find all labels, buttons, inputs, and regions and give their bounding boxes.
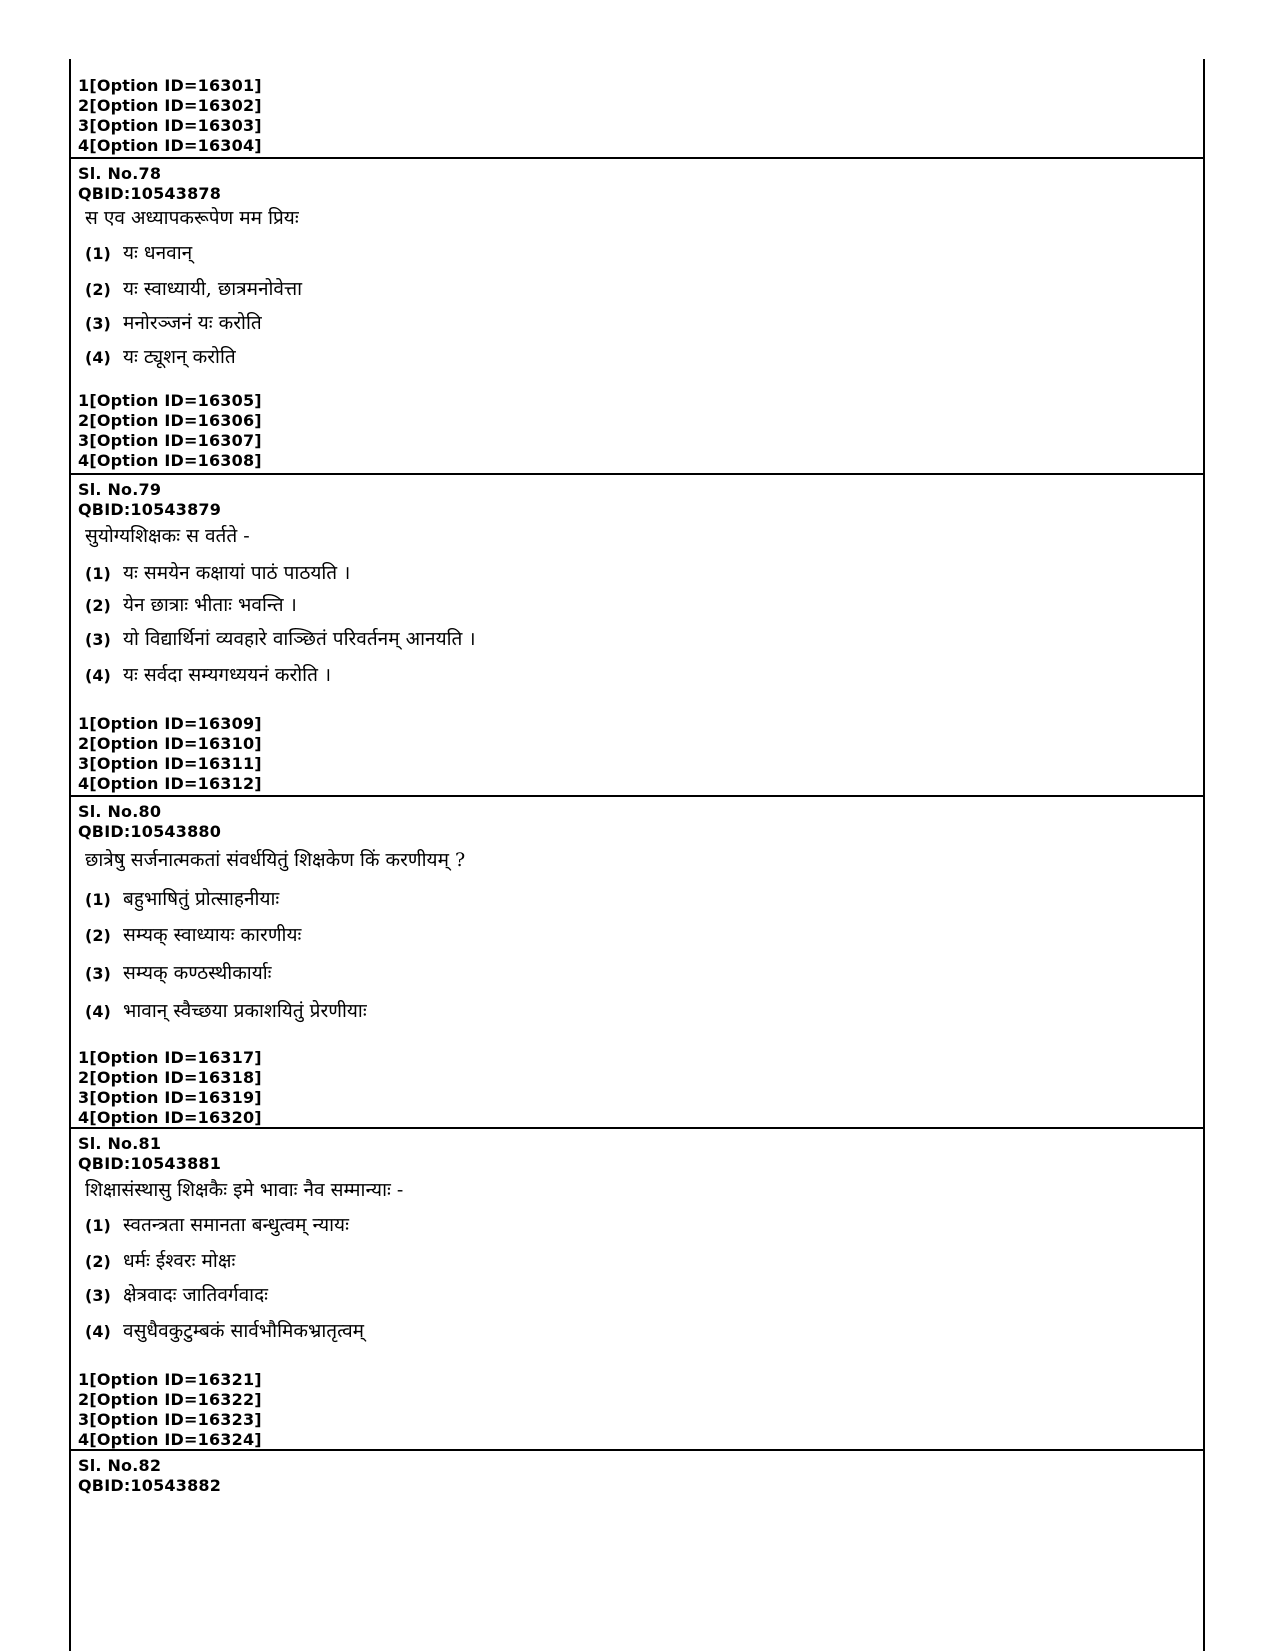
option-number: (3) xyxy=(85,314,111,333)
option-text: यः स्वाध्यायी, छात्रमनोवेत्ता xyxy=(123,278,303,300)
option-id-line: 3[Option ID=16323] xyxy=(78,1410,262,1429)
option-ids xyxy=(78,1370,262,1450)
option-id-line: 4[Option ID=16308] xyxy=(78,451,262,470)
option-2 xyxy=(78,275,302,301)
option-number: (4) xyxy=(85,1322,111,1341)
option-1 xyxy=(78,1211,349,1237)
prev-question-option-ids xyxy=(71,76,1203,156)
question-bank-id: QBID:10543878 xyxy=(78,184,222,203)
option-1 xyxy=(78,239,192,265)
option-3 xyxy=(78,1281,268,1307)
question-bank-id: QBID:10543879 xyxy=(78,500,222,519)
option-number: (3) xyxy=(85,964,111,983)
option-text: यः धनवान् xyxy=(123,242,193,264)
option-number: (4) xyxy=(85,1002,111,1021)
option-number: (2) xyxy=(85,596,111,615)
question-bank-id: QBID:10543882 xyxy=(78,1476,222,1495)
option-id-line: 2[Option ID=16322] xyxy=(78,1390,262,1409)
question-block-81 xyxy=(71,1127,1203,1449)
option-2 xyxy=(78,921,301,947)
option-4 xyxy=(78,661,331,687)
option-number: (4) xyxy=(85,348,111,367)
option-ids xyxy=(78,1048,262,1128)
question-bank-id: QBID:10543880 xyxy=(78,822,222,841)
option-4 xyxy=(78,343,236,369)
option-text: येन छात्राः भीताः भवन्ति । xyxy=(123,594,297,616)
option-number: (3) xyxy=(85,1286,111,1305)
serial-number: Sl. No.81 xyxy=(78,1134,162,1153)
option-id-line: 1[Option ID=16317] xyxy=(78,1048,262,1067)
question-block-82 xyxy=(71,1449,1203,1651)
option-2 xyxy=(78,591,297,617)
option-number: (1) xyxy=(85,244,111,263)
option-number: (2) xyxy=(85,926,111,945)
option-id-line: 4[Option ID=16324] xyxy=(78,1430,262,1449)
option-text: सम्यक् स्वाध्यायः कारणीयः xyxy=(123,924,302,946)
option-id-line: 3[Option ID=16303] xyxy=(78,116,262,135)
option-ids xyxy=(78,391,262,471)
option-number: (1) xyxy=(85,1216,111,1235)
option-3 xyxy=(78,959,271,985)
option-number: (4) xyxy=(85,666,111,685)
option-text: यः सर्वदा सम्यगध्ययनं करोति । xyxy=(123,664,332,686)
question-bank-id: QBID:10543881 xyxy=(78,1154,222,1173)
serial-number: Sl. No.78 xyxy=(78,164,162,183)
option-id-line: 1[Option ID=16301] xyxy=(78,76,262,95)
question-text: स एव अध्यापकरूपेण मम प्रियः xyxy=(85,207,299,229)
option-3 xyxy=(78,309,262,335)
option-id-line: 3[Option ID=16307] xyxy=(78,431,262,450)
option-id-line: 3[Option ID=16319] xyxy=(78,1088,262,1107)
option-text: सम्यक् कण्ठस्थीकार्याः xyxy=(123,962,272,984)
question-block-78 xyxy=(71,157,1203,473)
option-id-line: 1[Option ID=16309] xyxy=(78,714,262,733)
serial-number: Sl. No.82 xyxy=(78,1456,162,1475)
option-number: (2) xyxy=(85,1252,111,1271)
option-id-line: 4[Option ID=16312] xyxy=(78,774,262,793)
option-text: भावान् स्वैच्छया प्रकाशयितुं प्रेरणीयाः xyxy=(123,1000,367,1022)
option-2 xyxy=(78,1247,235,1273)
serial-number: Sl. No.80 xyxy=(78,802,162,821)
question-block-80 xyxy=(71,795,1203,1127)
option-number: (1) xyxy=(85,890,111,909)
question-text: छात्रेषु सर्जनात्मकतां संवर्धयितुं शिक्षकेण किं करणीयम् ? xyxy=(85,849,466,871)
option-id-line: 4[Option ID=16304] xyxy=(78,136,262,155)
option-id-line: 2[Option ID=16306] xyxy=(78,411,262,430)
option-id-line: 1[Option ID=16321] xyxy=(78,1370,262,1389)
option-text: क्षेत्रवादः जातिवर्गवादः xyxy=(123,1284,269,1306)
serial-number: Sl. No.79 xyxy=(78,480,162,499)
option-ids xyxy=(78,714,262,794)
option-1 xyxy=(78,559,350,585)
option-4 xyxy=(78,1317,364,1343)
option-text: बहुभाषितुं प्रोत्साहनीयाः xyxy=(123,888,280,910)
option-number: (1) xyxy=(85,564,111,583)
option-id-line: 4[Option ID=16320] xyxy=(78,1108,262,1127)
option-text: यः समयेन कक्षायां पाठं पाठयति । xyxy=(123,562,351,584)
option-text: धर्मः ईश्वरः मोक्षः xyxy=(123,1250,236,1272)
option-id-line: 2[Option ID=16318] xyxy=(78,1068,262,1087)
option-number: (3) xyxy=(85,630,111,649)
option-text: यो विद्यार्थिनां व्यवहारे वाञ्छितं परिवर्तनम् आनयति । xyxy=(123,628,476,650)
option-text: यः ट्यूशन् करोति xyxy=(123,346,236,368)
option-1 xyxy=(78,885,279,911)
option-id-line: 1[Option ID=16305] xyxy=(78,391,262,410)
option-id-line: 2[Option ID=16310] xyxy=(78,734,262,753)
question-text: शिक्षासंस्थासु शिक्षकैः इमे भावाः नैव सम्मान्याः - xyxy=(85,1179,404,1201)
option-id-line: 3[Option ID=16311] xyxy=(78,754,262,773)
question-text: सुयोग्यशिक्षकः स वर्तते - xyxy=(85,525,250,547)
option-text: वसुधैवकुटुम्बकं सार्वभौमिकभ्रातृत्वम् xyxy=(123,1320,365,1342)
question-block-79 xyxy=(71,473,1203,795)
option-number: (2) xyxy=(85,280,111,299)
option-3 xyxy=(78,625,476,651)
option-text: स्वतन्त्रता समानता बन्धुत्वम् न्यायः xyxy=(123,1214,349,1236)
question-paper-frame xyxy=(69,59,1205,1651)
option-4 xyxy=(78,997,367,1023)
option-text: मनोरञ्जनं यः करोति xyxy=(123,312,262,334)
option-id-line: 2[Option ID=16302] xyxy=(78,96,262,115)
